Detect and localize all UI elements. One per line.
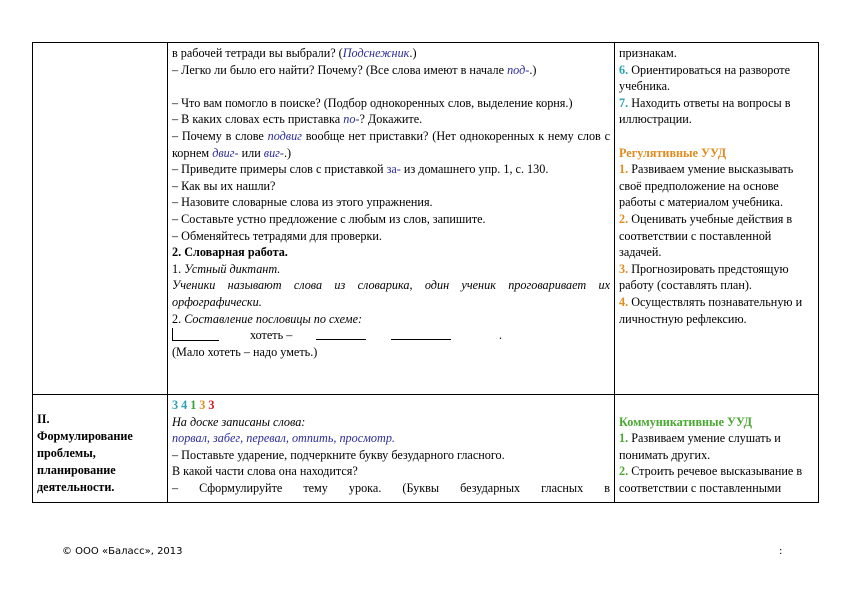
text-run: 7. (619, 95, 629, 110)
text-line (172, 62, 610, 79)
text-line (619, 161, 814, 211)
stage-cell (33, 395, 168, 503)
text-run: или (238, 145, 264, 160)
slide-number: 1 (190, 398, 197, 412)
text-line (172, 447, 610, 464)
text-run: двиг- (212, 145, 239, 160)
stage-title (37, 411, 163, 496)
footer-mark: : (779, 546, 783, 557)
text-run: В какой части слова она находится? (172, 464, 358, 479)
uud-text (619, 397, 814, 497)
text-run: – Приведите примеры слов с приставкой (172, 162, 387, 177)
text-line (172, 228, 610, 245)
text-line (172, 463, 610, 480)
text-run: – Как вы их нашли? (172, 178, 276, 193)
text-run: по- (343, 112, 360, 127)
text-run: Оценивать учебные действия в соответствии с поставленной задачей. (619, 211, 793, 260)
text-run: 3. (619, 261, 629, 276)
uud-cell (615, 43, 819, 395)
text-line (172, 261, 610, 278)
text-run: – Назовите словарные слова из этого упражнения. (172, 195, 433, 210)
text-run: подвиг (267, 128, 302, 143)
stage-title-line: II. (37, 412, 50, 426)
text-line (172, 178, 610, 195)
text-line (619, 145, 814, 162)
scheme-word: хотеть – (250, 328, 293, 343)
scheme-bracket (172, 328, 219, 341)
stage-title-line: деятельности. (37, 480, 115, 494)
stage-title-line: планирование (37, 463, 116, 477)
scheme-blank (391, 339, 451, 340)
text-line (619, 45, 814, 62)
text-run: Составление пословицы по схеме: (184, 311, 363, 326)
text-run: признакам. (619, 46, 677, 60)
text-run: Строить речевое высказывание в соответствии с поставленными (619, 464, 803, 495)
scheme-end: . (499, 328, 503, 343)
copyright-footer: © ООО «Баласс», 2013 (62, 546, 183, 557)
text-run: 2. (619, 211, 629, 226)
stage-title-line: проблемы, (37, 446, 96, 460)
blank-line (619, 128, 814, 145)
text-run: – Легко ли было его найти? Почему? (Все слова имеют в начале (172, 62, 508, 77)
text-line (172, 161, 610, 178)
scheme-blank (316, 339, 366, 340)
text-run: Коммуникативные УУД (619, 414, 753, 429)
text-run: Ученики называют слова из словарика, один ученик проговаривает их орфографически. (172, 278, 610, 309)
activity-cell (168, 43, 615, 395)
table-row (33, 43, 819, 395)
text-run: Осуществлять познавательную и личностную рефлексию. (619, 294, 803, 326)
text-run: Прогнозировать предстоящую работу (составлять план). (619, 261, 789, 293)
text-run: – Почему в слове (172, 128, 268, 143)
stage-title-line: Формулирование (37, 429, 133, 443)
text-run: – Составьте устно предложение с любым из слов, запишите. (172, 211, 486, 226)
text-run: – Сформулируйте тему урока. (Буквы безударных гласных в (172, 480, 610, 495)
text-run: Ориентироваться на развороте учебника. (619, 62, 791, 94)
text-line (172, 430, 610, 447)
text-run: из домашнего упр. 1, с. 130. (400, 162, 549, 177)
text-run: 2. (172, 311, 185, 326)
text-line (172, 128, 610, 161)
text-line (619, 414, 814, 431)
text-line (172, 211, 610, 228)
text-line (172, 480, 610, 497)
blank-line (619, 397, 814, 414)
text-line (619, 294, 814, 327)
text-line (619, 430, 814, 463)
text-run: 4. (619, 294, 629, 309)
text-run: за- (386, 162, 401, 177)
text-run: Устный диктант. (184, 261, 281, 276)
slide-number: 3 (172, 398, 179, 412)
activity-cell (168, 395, 615, 503)
stage-cell-empty (33, 43, 168, 395)
text-run: Развиваем умение слушать и понимать других. (619, 431, 781, 462)
slide-number: 3 (208, 398, 215, 412)
text-run: порвал, забег, перевал, отпить, просмотр. (172, 431, 395, 446)
text-run: Подснежник (342, 46, 410, 60)
text-run: 1. (172, 261, 185, 276)
table-row (33, 395, 819, 503)
text-line (619, 261, 814, 294)
text-run: под- (507, 62, 530, 77)
text-line (172, 111, 610, 128)
uud-text (619, 45, 814, 327)
proverb-answer: (Мало хотеть – надо уметь.) (172, 345, 318, 360)
text-run: .) (409, 46, 417, 60)
text-line (619, 95, 814, 128)
activity-text (172, 45, 610, 327)
slide-numbers (172, 397, 610, 414)
uud-cell (615, 395, 819, 503)
text-run: 6. (619, 62, 629, 77)
text-run: Находить ответы на вопросы в иллюстрации. (619, 95, 791, 127)
text-line (172, 95, 610, 112)
text-line (619, 211, 814, 261)
slide-number: 4 (181, 398, 188, 412)
text-run: – Обменяйтесь тетрадями для проверки. (172, 228, 382, 243)
blank-line (172, 78, 610, 95)
activity-text (172, 414, 610, 497)
text-run: вообще нет приставки? (Нет однокоренных к нему слов с корнем (172, 128, 610, 160)
text-run: Регулятивные УУД (619, 145, 727, 160)
text-run: Развиваем умение высказывать своё предположение на основе работы с материалом учебника. (619, 162, 794, 210)
text-line (172, 244, 610, 261)
text-run: 1. (619, 431, 629, 446)
proverb-scheme (172, 327, 610, 344)
text-run: 1. (619, 162, 629, 177)
text-run: .) (529, 62, 537, 77)
slide-number: 3 (199, 398, 206, 412)
text-run: виг- (263, 145, 284, 160)
lesson-table (32, 42, 819, 503)
text-line (619, 62, 814, 95)
text-run: 2. (619, 464, 629, 479)
text-line (172, 311, 610, 328)
text-run: 2. Словарная работа. (172, 245, 288, 260)
text-line (172, 277, 610, 310)
text-run: .) (284, 145, 292, 160)
text-run: ? Докажите. (359, 112, 423, 127)
text-line (619, 463, 814, 496)
text-run: – Что вам помогло в поиске? (Подбор однокоренных слов, выделение корня.) (172, 95, 573, 110)
text-line (172, 194, 610, 211)
text-run: в рабочей тетради вы выбрали? ( (172, 46, 343, 60)
text-run: – Поставьте ударение, подчеркните букву безударного гласного. (172, 447, 505, 462)
text-line (172, 414, 610, 431)
text-line (172, 45, 610, 62)
text-run: На доске записаны слова: (172, 414, 306, 429)
text-run: – В каких словах есть приставка (172, 112, 344, 127)
